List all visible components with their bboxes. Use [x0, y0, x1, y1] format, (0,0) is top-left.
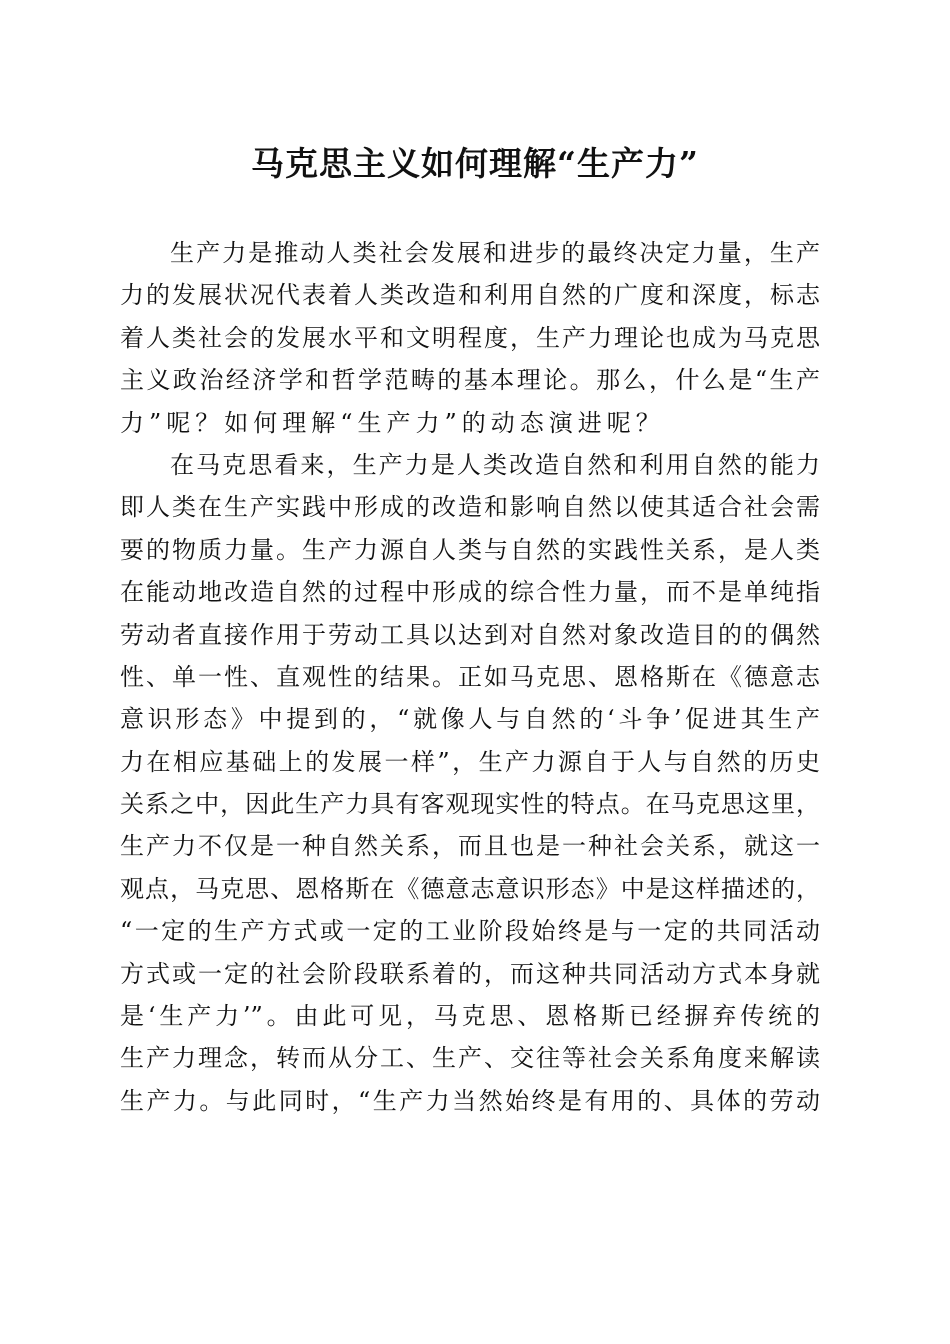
paragraph-2-line: 意识形态》中提到的，“就像人与自然的‘斗争’促进其生产: [120, 705, 820, 734]
document-title: 马克思主义如何理解“生产力”: [251, 144, 699, 183]
paragraph-2-line: 在能动地改造自然的过程中形成的综合性力量，而不是单纯指: [120, 578, 820, 607]
paragraph-2-line: 劳动者直接作用于劳动工具以达到对自然对象改造目的的偶然: [120, 620, 820, 649]
paragraph-1-line: 力”呢？如何理解“生产力”的动态演进呢？: [120, 408, 665, 437]
paragraph-2-line: 即人类在生产实践中形成的改造和影响自然以使其适合社会需: [120, 493, 820, 522]
paragraph-2-line: “一定的生产方式或一定的工业阶段始终是与一定的共同活动: [120, 917, 820, 946]
paragraph-2-line: 观点，马克思、恩格斯在《德意志意识形态》中是这样描述的，: [120, 874, 820, 903]
paragraph-2-line: 关系之中，因此生产力具有客观现实性的特点。在马克思这里，: [120, 790, 820, 819]
paragraph-2-line: 生产力理念，转而从分工、生产、交往等社会关系角度来解读: [120, 1044, 820, 1073]
paragraph-2-line: 生产力不仅是一种自然关系，而且也是一种社会关系，就这一: [120, 832, 820, 861]
paragraph-1-line: 着人类社会的发展水平和文明程度，生产力理论也成为马克思: [120, 323, 820, 352]
document-body: [120, 232, 820, 1122]
paragraph-2-line: 性、单一性、直观性的结果。正如马克思、恩格斯在《德意志: [120, 662, 820, 691]
paragraph-1-line: 主义政治经济学和哲学范畴的基本理论。那么，什么是“生产: [120, 366, 820, 395]
paragraph-2-line: 是‘生产力’”。由此可见，马克思、恩格斯已经摒弃传统的: [120, 1002, 820, 1031]
paragraph-1-line: 力的发展状况代表着人类改造和利用自然的广度和深度，标志: [120, 281, 820, 310]
paragraph-2-line: 要的物质力量。生产力源自人类与自然的实践性关系，是人类: [120, 535, 820, 564]
paragraph-2-line: 方式或一定的社会阶段联系着的，而这种共同活动方式本身就: [120, 959, 820, 988]
paragraph-1-line: 生产力是推动人类社会发展和进步的最终决定力量，生产: [170, 239, 820, 267]
paragraph-2-line: 生产力。与此同时，“生产力当然始终是有用的、具体的劳动: [120, 1086, 820, 1115]
paragraph-2-line: 在马克思看来，生产力是人类改造自然和利用自然的能力: [170, 450, 820, 479]
paragraph-2-line: 力在相应基础上的发展一样”，生产力源自于人与自然的历史: [120, 747, 820, 776]
